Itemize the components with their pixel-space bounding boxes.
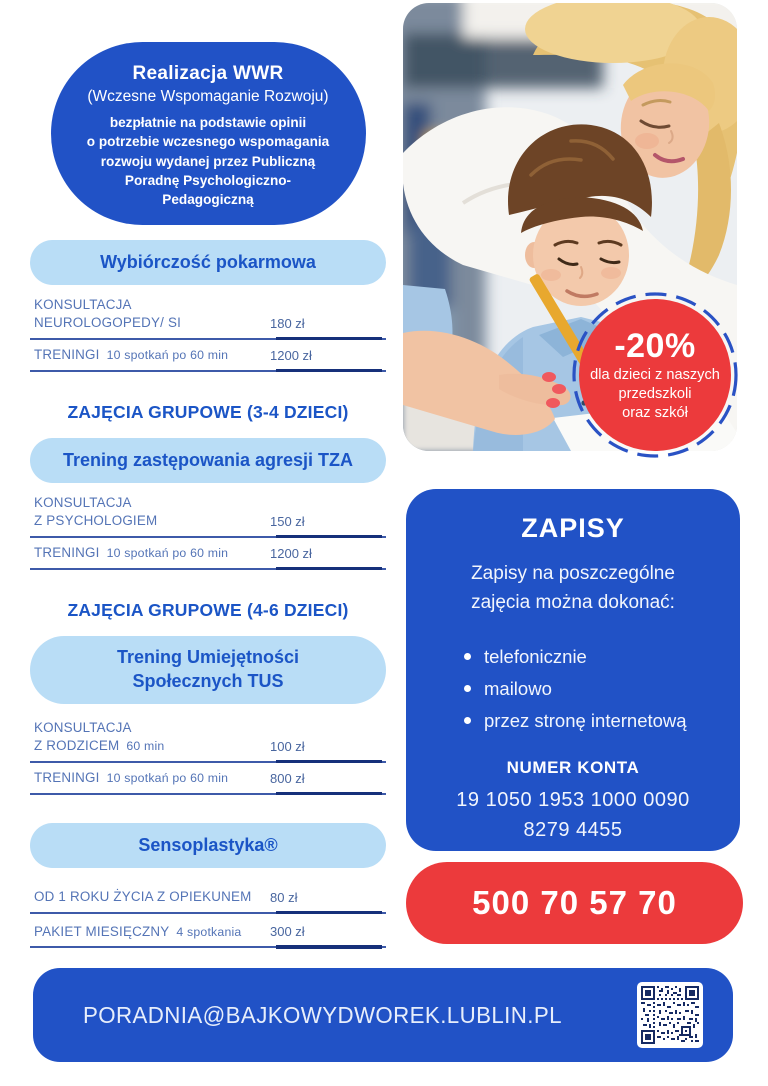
- row-label-main: TRENINGI: [34, 769, 100, 785]
- price-rows: [30, 719, 386, 795]
- phone-number-pill: [406, 862, 743, 944]
- row-price: 1200 zł: [270, 347, 312, 363]
- wwr-body-line: Poradnę Psychologiczno-: [124, 172, 292, 188]
- price-row: [30, 888, 386, 914]
- footer-contact-bar: [33, 968, 733, 1062]
- row-label-main: NEUROLOGOPEDY/ SI: [34, 314, 182, 330]
- section-wybiorczosc: [30, 240, 386, 372]
- row-label-main: OD 1 ROKU ŻYCIA Z OPIEKUNEM: [34, 888, 252, 904]
- category-pill: [30, 438, 386, 483]
- category-pill-label: Sensoplastyka®: [138, 834, 278, 855]
- price-rows: [30, 888, 386, 949]
- row-label-top: KONSULTACJA: [34, 297, 132, 312]
- row-label-top: KONSULTACJA: [34, 494, 132, 510]
- group-heading: ZAJĘCIA GRUPOWE (4-6 DZIECI): [67, 599, 349, 620]
- account-number-line: 19 1050 1953 1000 0090: [456, 789, 690, 812]
- row-label: [34, 296, 257, 332]
- discount-circle: [579, 299, 731, 451]
- row-label-note: 10 spotkań po 60 min: [106, 347, 229, 362]
- discount-line: oraz szkół: [622, 405, 688, 422]
- category-pill: [30, 240, 386, 285]
- row-price: 80 zł: [270, 889, 298, 905]
- price-row: [30, 296, 386, 340]
- row-label: [34, 719, 257, 755]
- qr-code-icon: [641, 986, 699, 1044]
- price-row: [30, 923, 386, 949]
- price-rows: [30, 494, 386, 570]
- account-number-label: NUMER KONTA: [506, 758, 640, 778]
- category-pill-label: Trening Umiejętności Społecznych TUS: [116, 647, 300, 691]
- row-label: [34, 769, 257, 787]
- row-label-main: Z RODZICEM: [34, 737, 120, 753]
- discount-line: dla dzieci z naszych: [590, 366, 720, 383]
- row-label: [34, 544, 257, 562]
- category-pill-label: Wybiórczość pokarmowa: [100, 252, 316, 272]
- row-price: 180 zł: [270, 315, 305, 331]
- section-sensoplastyka: [30, 823, 386, 949]
- row-label-note: 60 min: [126, 738, 165, 753]
- wwr-title: Realizacja WWR: [132, 63, 284, 84]
- row-label: [34, 923, 257, 941]
- qr-code: [637, 982, 703, 1048]
- row-price: 1200 zł: [270, 545, 312, 561]
- category-pill-label: Trening zastępowania agresji TZA: [62, 449, 354, 470]
- price-row: [30, 494, 386, 538]
- signup-method-item: mailowo: [462, 673, 740, 705]
- category-pill: [30, 823, 386, 868]
- row-label-top: KONSULTACJA: [34, 719, 132, 735]
- account-number: [406, 785, 740, 845]
- wwr-body-line: o potrzebie wczesnego wspomagania: [86, 134, 330, 150]
- row-label-main: TRENINGI: [34, 544, 100, 560]
- signup-title: ZAPISY: [521, 513, 625, 543]
- row-label-main: TRENINGI: [34, 346, 100, 362]
- discount-line: przedszkoli: [618, 385, 692, 402]
- row-price: 100 zł: [270, 738, 305, 754]
- row-label-note: 10 spotkań po 60 min: [106, 770, 229, 785]
- wwr-body-line: Pedagogiczną: [162, 192, 254, 208]
- price-row: [30, 346, 386, 372]
- row-price: 300 zł: [270, 924, 305, 940]
- group-heading: ZAJĘCIA GRUPOWE (3-4 DZIECI): [67, 401, 349, 422]
- signup-intro-line: Zapisy na poszczególne: [471, 563, 675, 584]
- email-address: PORADNIA@BAJKOWYDWOREK.LUBLIN.PL: [83, 1001, 562, 1028]
- signup-methods-list: [462, 641, 740, 736]
- price-rows: [30, 296, 386, 372]
- discount-badge: [571, 291, 739, 459]
- signup-method-item: przez stronę internetową: [462, 705, 740, 737]
- account-number-line: 8279 4455: [523, 819, 623, 842]
- row-label-main: Z PSYCHOLOGIEM: [34, 512, 158, 528]
- row-price: 800 zł: [270, 770, 305, 786]
- price-list-column: [30, 0, 386, 954]
- row-label: [34, 494, 257, 530]
- row-label-main: PAKIET MIESIĘCZNY: [34, 923, 170, 939]
- category-pill: [30, 636, 386, 704]
- price-row: [30, 769, 386, 795]
- section-tza: [30, 402, 386, 570]
- wwr-body-line: bezpłatnie na podstawie opinii: [109, 115, 307, 130]
- price-row: [30, 544, 386, 570]
- row-label-note: 4 spotkania: [176, 924, 242, 939]
- row-label: [34, 888, 257, 906]
- wwr-subtitle: (Wczesne Wspomaganie Rozwoju): [87, 88, 329, 105]
- row-label: [34, 346, 257, 364]
- row-label-note: 10 spotkań po 60 min: [106, 545, 229, 560]
- phone-number: 500 70 57 70: [472, 884, 677, 921]
- signup-intro: [406, 560, 740, 617]
- section-tus: [30, 600, 386, 795]
- row-price: 150 zł: [270, 513, 305, 529]
- wwr-body: [51, 113, 366, 209]
- signup-method-item: telefonicznie: [462, 641, 740, 673]
- price-row: [30, 719, 386, 763]
- discount-percent: -20%: [614, 326, 696, 365]
- wwr-info-blob: [51, 42, 366, 225]
- wwr-body-line: rozwoju wydanej przez Publiczną: [100, 153, 316, 169]
- signup-info-box: [406, 489, 740, 851]
- signup-intro-line: zajęcia można dokonać:: [471, 591, 675, 613]
